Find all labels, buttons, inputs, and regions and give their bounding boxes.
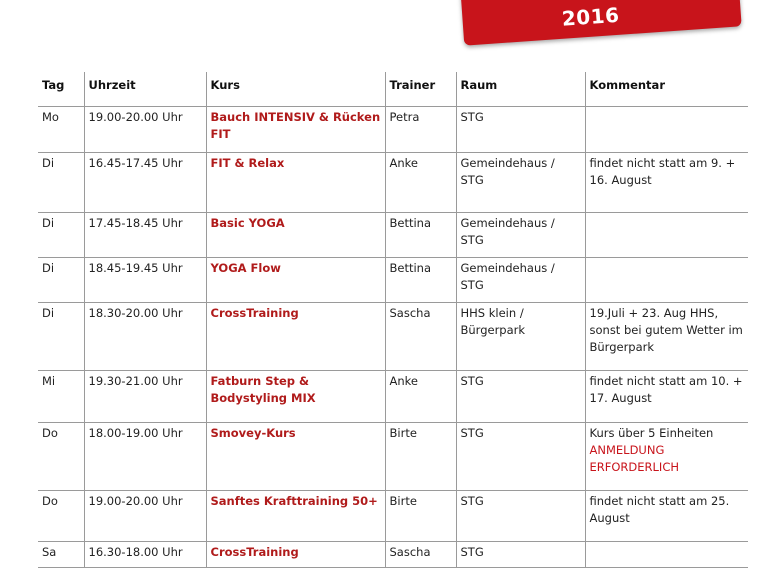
- cell-uhrzeit: 16.30-18.00 Uhr: [84, 542, 206, 568]
- table-row: [38, 303, 748, 371]
- table-row: [38, 153, 748, 213]
- cell-trainer: Sascha: [385, 542, 456, 568]
- cell-kommentar: [585, 371, 748, 423]
- table-header-row: [38, 72, 748, 107]
- cell-raum: Gemeindehaus / STG: [456, 258, 585, 303]
- cell-tag: Mi: [38, 371, 84, 423]
- cell-uhrzeit: 19.00-20.00 Uhr: [84, 107, 206, 153]
- cell-uhrzeit: 19.30-21.00 Uhr: [84, 371, 206, 423]
- cell-kurs: Fatburn Step & Bodystyling MIX: [206, 371, 385, 423]
- cell-raum: STG: [456, 107, 585, 153]
- cell-kommentar: [585, 153, 748, 213]
- cell-tag: Mo: [38, 107, 84, 153]
- header-uhrzeit: Uhrzeit: [84, 72, 206, 107]
- header-trainer: Trainer: [385, 72, 456, 107]
- cell-tag: Di: [38, 213, 84, 258]
- cell-kommentar: [585, 491, 748, 542]
- cell-kurs: CrossTraining: [206, 542, 385, 568]
- registration-required-note: ANMELDUNG ERFORDERLICH: [589, 443, 680, 474]
- cell-trainer: Birte: [385, 491, 456, 542]
- cell-kurs: Sanftes Krafttraining 50+: [206, 491, 385, 542]
- cell-kurs: Basic YOGA: [206, 213, 385, 258]
- table-row: [38, 542, 748, 568]
- kommentar-text: findet nicht statt am 25. August: [589, 494, 730, 525]
- cell-kommentar: [585, 542, 748, 568]
- table-row: [38, 371, 748, 423]
- cell-raum: STG: [456, 371, 585, 423]
- cell-uhrzeit: 19.00-20.00 Uhr: [84, 491, 206, 542]
- header-kommentar: Kommentar: [585, 72, 748, 107]
- year-banner: [460, 0, 741, 46]
- cell-uhrzeit: 16.45-17.45 Uhr: [84, 153, 206, 213]
- cell-kommentar: [585, 107, 748, 153]
- header-raum: Raum: [456, 72, 585, 107]
- cell-tag: Di: [38, 303, 84, 371]
- cell-tag: Do: [38, 423, 84, 491]
- cell-raum: Gemeindehaus / STG: [456, 153, 585, 213]
- cell-raum: HHS klein / Bürgerpark: [456, 303, 585, 371]
- cell-uhrzeit: 18.30-20.00 Uhr: [84, 303, 206, 371]
- cell-uhrzeit: 17.45-18.45 Uhr: [84, 213, 206, 258]
- cell-tag: Di: [38, 153, 84, 213]
- cell-trainer: Petra: [385, 107, 456, 153]
- kommentar-text: Kurs über 5 Einheiten: [589, 426, 714, 440]
- cell-trainer: Anke: [385, 153, 456, 213]
- cell-trainer: Anke: [385, 371, 456, 423]
- cell-kurs: YOGA Flow: [206, 258, 385, 303]
- cell-kurs: Bauch INTENSIV & Rücken FIT: [206, 107, 385, 153]
- table-row: [38, 423, 748, 491]
- cell-trainer: Bettina: [385, 213, 456, 258]
- cell-tag: Do: [38, 491, 84, 542]
- cell-kurs: Smovey-Kurs: [206, 423, 385, 491]
- cell-kommentar: [585, 213, 748, 258]
- kommentar-text: 19.Juli + 23. Aug HHS, sonst bei gutem Wetter im Bürgerpark: [589, 306, 743, 354]
- cell-uhrzeit: 18.45-19.45 Uhr: [84, 258, 206, 303]
- header-kurs: Kurs: [206, 72, 385, 107]
- cell-trainer: Bettina: [385, 258, 456, 303]
- table-row: [38, 258, 748, 303]
- cell-trainer: Birte: [385, 423, 456, 491]
- header-tag: Tag: [38, 72, 84, 107]
- table-row: [38, 491, 748, 542]
- cell-raum: STG: [456, 423, 585, 491]
- kommentar-text: findet nicht statt am 10. + 17. August: [589, 374, 743, 405]
- cell-raum: STG: [456, 542, 585, 568]
- cell-tag: Sa: [38, 542, 84, 568]
- table-row: [38, 107, 748, 153]
- cell-trainer: Sascha: [385, 303, 456, 371]
- cell-kommentar: [585, 303, 748, 371]
- cell-kurs: CrossTraining: [206, 303, 385, 371]
- kommentar-text: findet nicht statt am 9. + 16. August: [589, 156, 736, 187]
- cell-tag: Di: [38, 258, 84, 303]
- year-label: 2016: [561, 2, 621, 31]
- cell-kommentar: [585, 423, 748, 491]
- cell-raum: Gemeindehaus / STG: [456, 213, 585, 258]
- table-row: [38, 213, 748, 258]
- cell-kurs: FIT & Relax: [206, 153, 385, 213]
- cell-kommentar: [585, 258, 748, 303]
- cell-uhrzeit: 18.00-19.00 Uhr: [84, 423, 206, 491]
- cell-raum: STG: [456, 491, 585, 542]
- course-schedule-table: [38, 72, 748, 568]
